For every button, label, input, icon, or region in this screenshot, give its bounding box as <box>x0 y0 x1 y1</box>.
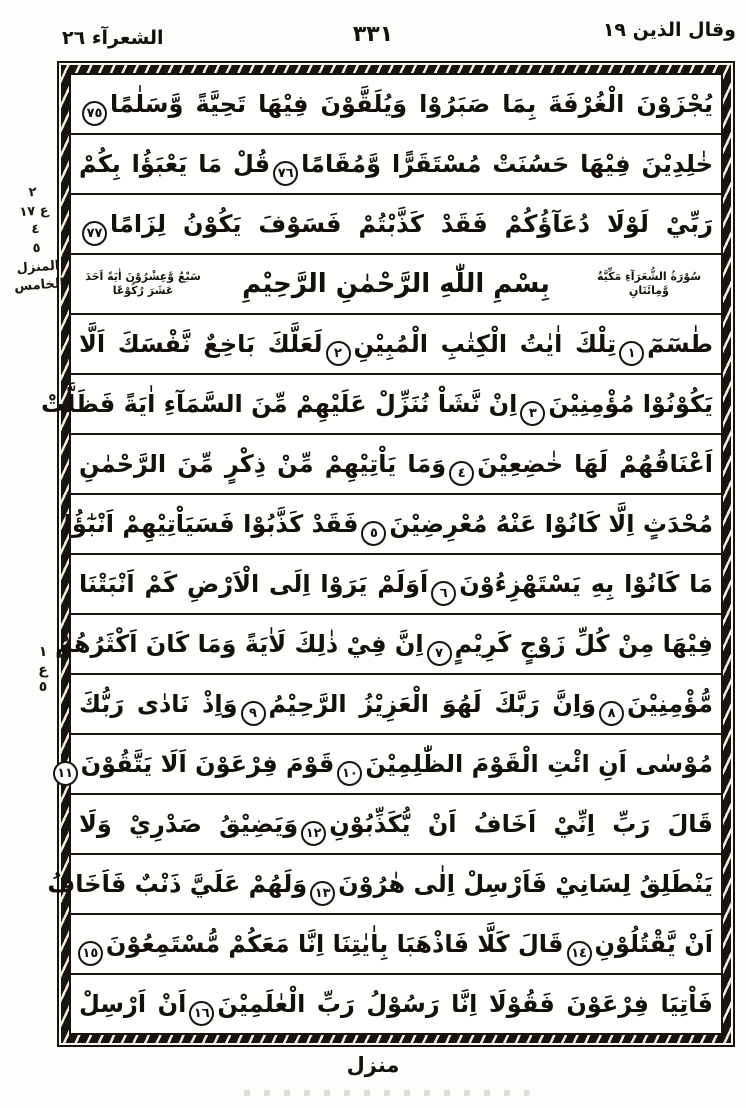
ayah-text: مُحْدَثٍ اِلَّا كَانُوْا عَنْهُ مُعْرِضِيْنَ <box>389 510 713 538</box>
ayah-text: وَيَضِيْقُ صَدْرِيْ وَلَا <box>79 810 299 838</box>
ayah-text: قُلْ مَا يَعْبَؤُا بِكُمْ <box>79 150 271 178</box>
verse-number-badge: ١٢ <box>301 821 326 846</box>
ayah-text: خٰلِدِيْنَ فِيْهَا حَسُنَتْ مُسْتَقَرًّا وَّمُقَامًا <box>301 150 714 178</box>
quran-line <box>55 615 721 675</box>
quran-line <box>71 675 721 735</box>
margin-note-ruku-manzil <box>8 184 63 294</box>
verse-number-badge: ١١ <box>53 761 78 786</box>
verse-number-badge: ٧٥ <box>82 101 107 126</box>
surah-header-row <box>71 255 721 315</box>
ayah-text: اِنَّ فِيْ ذٰلِكَ لَاٰيَةً وَمَا كَانَ اَكْثَرُهُمْ <box>55 630 424 658</box>
ayah-text: اِنْ نَّشَاْ نُنَزِّلْ عَلَيْهِمْ مِّنَ السَّمَآءِ اٰيَةً فَظَلَّتْ <box>40 390 518 418</box>
ayah-text: تِلْكَ اٰيٰتُ الْكِتٰبِ الْمُبِيْنِ <box>353 330 617 358</box>
surah-title-label: سُوْرَةُ الشُّعَرَآءِ مَكِّيَّةٌ وَّمِائَتَانِ <box>596 269 702 297</box>
page-frame <box>40 61 735 1047</box>
quran-line <box>40 375 721 435</box>
quran-line <box>57 735 721 795</box>
verse-number-badge: ٢ <box>326 341 351 366</box>
verse-number-badge: ٩ <box>241 701 266 726</box>
ayah-text: فَاْتِيَا فِرْعَوْنَ فَقُوْلَا اِنَّا رَسُوْلُ رَبِّ الْعٰلَمِيْنَ <box>217 990 713 1018</box>
margin-note-text: ٢ <box>28 184 38 201</box>
ayah-text: قَالَ رَبِّ اِنِّيْ اَخَافُ اَنْ يُّكَذِّبُوْنِ <box>329 810 713 838</box>
verse-number-badge: ٧ <box>427 641 452 666</box>
catchword-manzil: منزل <box>346 1053 400 1077</box>
quran-line <box>63 495 721 555</box>
verse-number-badge: ٥ <box>361 521 386 546</box>
ayah-text: وَاِنَّ رَبَّكَ لَهُوَ الْعَزِيْزُ الرَّحِيْمُ <box>268 690 597 718</box>
scan-smudge <box>230 1090 530 1096</box>
quran-line <box>71 435 721 495</box>
quran-line <box>71 915 721 975</box>
margin-note-text: ع ١٧ <box>18 202 50 220</box>
verse-number-badge: ٧٧ <box>82 221 107 246</box>
ayah-text: وَمَا يَاْتِيْهِمْ مِّنْ ذِكْرٍ مِّنَ الرَّحْمٰنِ <box>79 450 447 478</box>
ayah-text: وَاِذْ نَادٰى رَبُّكَ <box>79 690 238 718</box>
verse-number-badge: ١٦ <box>189 1001 214 1026</box>
surah-info-label: سَبْعٌ وَّعِشْرُوْنَ اٰيَةً اَحَدَ عَشَرَ رُكُوْعًا <box>85 269 201 297</box>
ayah-text: يَنْطَلِقُ لِسَانِيْ فَاَرْسِلْ اِلٰى هٰرُوْنَ <box>338 870 713 898</box>
quran-line <box>71 315 721 375</box>
ayah-text: فَقَدْ كَذَّبُوْا فَسَيَاْتِيْهِمْ اَنْبٰٓؤُا <box>63 510 359 538</box>
margin-note-text: ع <box>38 661 48 678</box>
verse-number-badge: ٣ <box>520 401 545 426</box>
ayah-text: يُجْزَوْنَ الْغُرْفَةَ بِمَا صَبَرُوْا وَيُلَقَّوْنَ فِيْهَا تَحِيَّةً وَّسَلٰمًا <box>110 90 713 118</box>
bismillah-text: بِسْمِ اللّٰهِ الرَّحْمٰنِ الرَّحِيْمِ <box>242 269 550 299</box>
quran-line <box>71 975 721 1033</box>
ayah-text: اَوَلَمْ يَرَوْا اِلَى الْاَرْضِ كَمْ اَنْبَتْنَا <box>79 570 429 598</box>
ayah-text: لَعَلَّكَ بَاخِعٌ نَّفْسَكَ اَلَّا <box>79 330 323 358</box>
ayah-text: قَالَ كَلَّا فَاذْهَبَا بِاٰيٰتِنَا اِنَّا مَعَكُمْ مُّسْتَمِعُوْنَ <box>105 930 564 958</box>
ayah-text: يَكُوْنُوْا مُؤْمِنِيْنَ <box>548 390 713 418</box>
quran-line <box>71 195 721 255</box>
quran-line <box>71 795 721 855</box>
surah-name-header: الشعرآء ٢٦ <box>62 27 164 49</box>
quran-rows <box>40 73 723 1035</box>
quran-line <box>47 855 721 915</box>
quran-line <box>71 555 721 615</box>
margin-note-text: المنزل <box>16 258 60 276</box>
verse-number-badge: ٧٦ <box>273 161 298 186</box>
quran-line <box>71 135 721 195</box>
ayah-text: اَنْ اَرْسِلْ <box>79 990 187 1018</box>
ayah-text: فِيْهَا مِنْ كُلِّ زَوْجٍ كَرِيْمٍ <box>454 630 713 658</box>
quran-line <box>71 75 721 135</box>
verse-number-badge: ١٣ <box>310 881 335 906</box>
margin-note-ruku <box>27 645 59 695</box>
ayah-text: طٰسٓمٓ <box>647 330 713 358</box>
verse-number-badge: ١٠ <box>337 761 362 786</box>
verse-number-badge: ٤ <box>449 461 474 486</box>
ayah-text: اَعْنَاقُهُمْ لَهَا خٰضِعِيْنَ <box>477 450 713 478</box>
margin-note-text: الخامس <box>13 276 65 295</box>
page-number: ٣٣١ <box>352 22 394 47</box>
margin-note-text: ٥ <box>32 240 42 257</box>
ayah-text: رَبِّيْ لَوْلَا دُعَآؤُكُمْ فَقَدْ كَذَّبْتُمْ فَسَوْفَ يَكُوْنُ لِزَامًا <box>110 210 713 238</box>
margin-note-text: ١ <box>38 644 48 660</box>
ayah-text: اَنْ يَّقْتُلُوْنِ <box>594 930 713 958</box>
margin-note-text: ٤ <box>30 222 40 238</box>
ayah-text: مُوْسٰى اَنِ ائْتِ الْقَوْمَ الظّٰلِمِيْنَ <box>365 750 713 778</box>
verse-number-badge: ١٤ <box>567 941 592 966</box>
ayah-text: مَا كَانُوْا بِهِ يَسْتَهْزِءُوْنَ <box>459 570 713 598</box>
verse-number-badge: ١٥ <box>78 941 103 966</box>
juz-name-header: وقال الذين ١٩ <box>602 19 736 41</box>
verse-number-badge: ١ <box>619 341 644 366</box>
ayah-text: مُّؤْمِنِيْنَ <box>627 690 713 718</box>
margin-note-text: ٥ <box>38 679 48 696</box>
verse-number-badge: ٨ <box>599 701 624 726</box>
ayah-text: وَلَهُمْ عَلَيَّ ذَنْبٌ فَاَخَافُ <box>47 870 308 898</box>
verse-number-badge: ٦ <box>431 581 456 606</box>
ayah-text: قَوْمَ فِرْعَوْنَ اَلَا يَتَّقُوْنَ <box>80 750 335 778</box>
